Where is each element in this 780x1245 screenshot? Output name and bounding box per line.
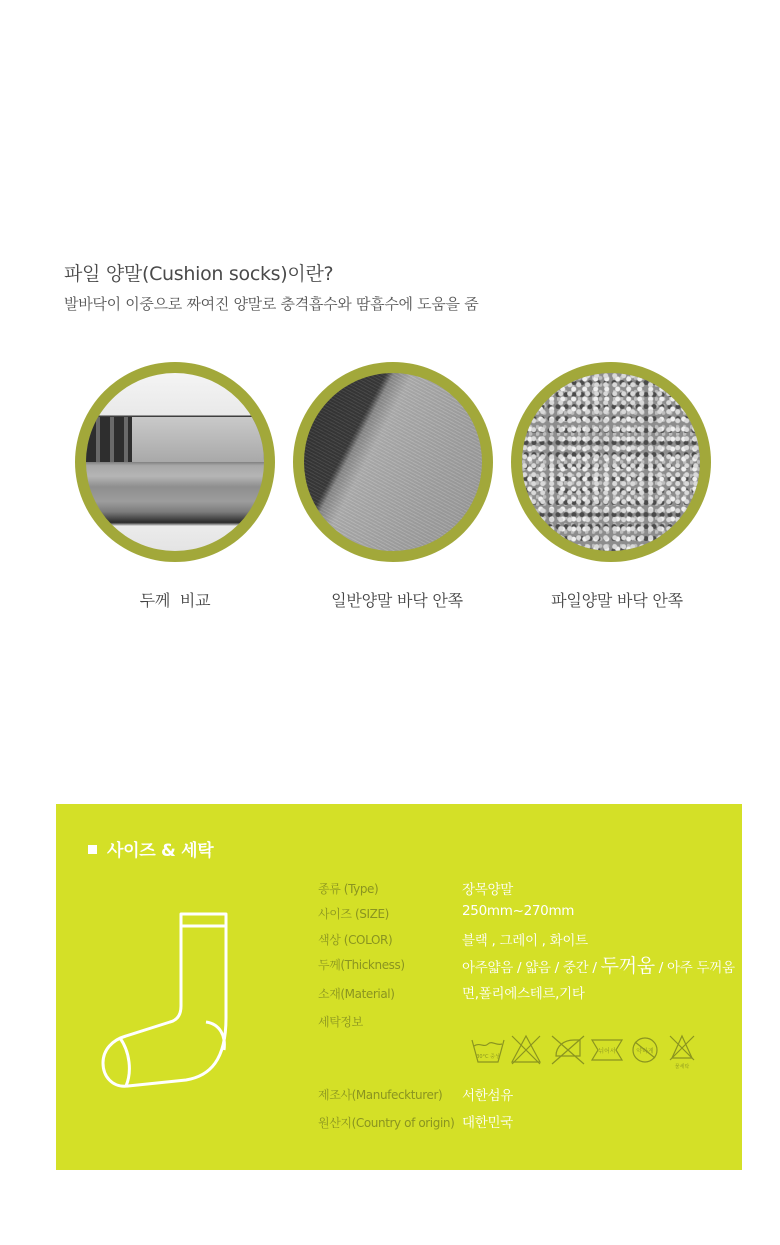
spec-label-size: 사이즈 (SIZE) — [318, 907, 389, 921]
svg-text:뉘어서: 뉘어서 — [598, 1048, 616, 1055]
origin-value: 대한민국 — [462, 1115, 513, 1131]
no-dry-clean-icon — [670, 1036, 694, 1070]
intro-title: 파일 양말(Cushion socks)이란? — [64, 263, 334, 285]
spec-value-size: 250mm~270mm — [462, 903, 575, 919]
photo-caption: 두께 비교 — [139, 591, 211, 610]
regular-sock-inside-photo — [293, 362, 493, 562]
spec-label-type: 종류 (Type) — [318, 882, 379, 896]
photo-caption: 파일양말 바닥 안쪽 — [551, 591, 683, 610]
care-icons — [470, 1032, 700, 1072]
spec-label-color: 색상 (COLOR) — [318, 933, 393, 947]
spec-label-thickness: 두께(Thickness) — [318, 958, 405, 972]
selected-thickness: 두꺼움 — [600, 955, 655, 977]
spec-value-color: 블랙 , 그레이 , 화이트 — [462, 933, 588, 949]
hand-wash-icon — [472, 1040, 504, 1062]
dry-flat-icon — [592, 1040, 622, 1060]
wring-gently-icon — [633, 1038, 657, 1062]
svg-text:물세탁: 물세탁 — [674, 1064, 690, 1070]
svg-text:30°C 중성: 30°C 중성 — [476, 1054, 500, 1060]
intro-subtitle: 발바닥이 이중으로 짜여진 양말로 충격흡수와 땀흡수에 도움을 줌 — [64, 295, 479, 313]
cushion-sock-inside-photo — [511, 362, 711, 562]
origin-label: 원산지(Country of origin) — [318, 1116, 455, 1130]
spec-value-thickness: 아주얇음 / 얇음 / 중간 / 두꺼움 / 아주 두꺼움 — [462, 955, 735, 977]
manufacturer-label: 제조사(Manufeckturer) — [318, 1088, 443, 1102]
spec-value-type: 장목양말 — [462, 882, 513, 898]
thickness-comparison-photo — [75, 362, 275, 562]
photo-caption: 일반양말 바닥 안쪽 — [331, 591, 463, 610]
spec-label-material: 소재(Material) — [318, 987, 395, 1001]
svg-text:약하게: 약하게 — [636, 1048, 654, 1055]
spec-value-material: 면,폴리에스테르,기타 — [462, 986, 585, 1002]
sock-icon — [98, 910, 238, 1090]
no-bleach-icon — [512, 1036, 540, 1064]
square-bullet-icon — [88, 845, 97, 854]
spec-label-care: 세탁정보 — [318, 1015, 363, 1029]
spec-title: 사이즈 & 세탁 — [88, 836, 213, 861]
no-iron-icon — [552, 1036, 584, 1064]
manufacturer-value: 서한섬유 — [462, 1088, 513, 1104]
